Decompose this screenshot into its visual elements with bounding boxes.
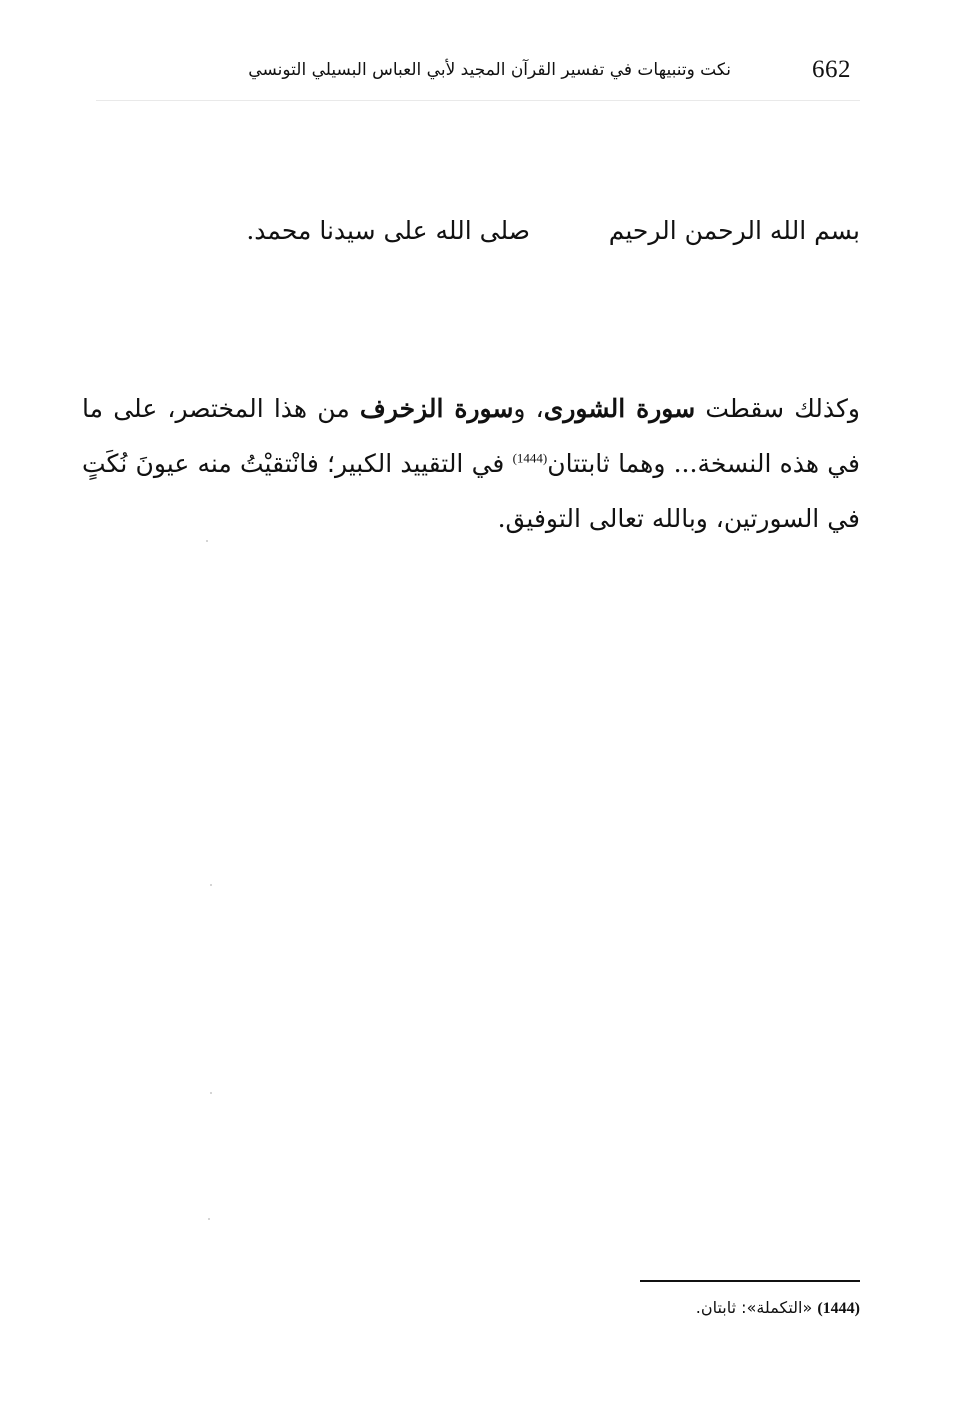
page-number: 662 — [812, 56, 851, 83]
surah-zukhruf-name: سورة الزخرف — [359, 394, 514, 423]
main-paragraph — [82, 381, 860, 546]
footnote — [560, 1298, 860, 1318]
basmala: بسم الله الرحمن الرحيم — [608, 216, 860, 245]
invocation-line — [200, 216, 860, 266]
salawat: صلى الله على سيدنا محمد. — [246, 216, 530, 245]
paragraph-middle: من هذا المختصر، على ما في هذه النسخة... وهما ثابتتان — [82, 394, 860, 478]
paper-speck — [206, 540, 208, 542]
paragraph-closing: في التقييد الكبير؛ فانْتقيْتُ منه عيونَ نُكَتٍ في السورتين، وبالله تعالى التوفيق. — [82, 449, 860, 533]
paragraph-connector: ، و — [513, 394, 544, 423]
paper-speck — [210, 1092, 212, 1094]
paragraph-opening: وكذلك سقطت — [705, 394, 860, 423]
footnote-divider — [640, 1280, 860, 1282]
paper-speck — [208, 1218, 210, 1220]
footnote-number: (1444) — [817, 1300, 860, 1317]
paper-speck — [210, 884, 212, 886]
running-title: نكت وتنبيهات في تفسير القرآن المجيد لأبي العباس البسيلي التونسي — [248, 60, 731, 80]
footnote-text: «التكملة»: ثابتان. — [695, 1298, 813, 1317]
footnote-reference[interactable]: (1444) — [512, 450, 548, 466]
header-divider — [96, 100, 860, 101]
surah-shura-name: سورة الشورى — [543, 394, 696, 423]
